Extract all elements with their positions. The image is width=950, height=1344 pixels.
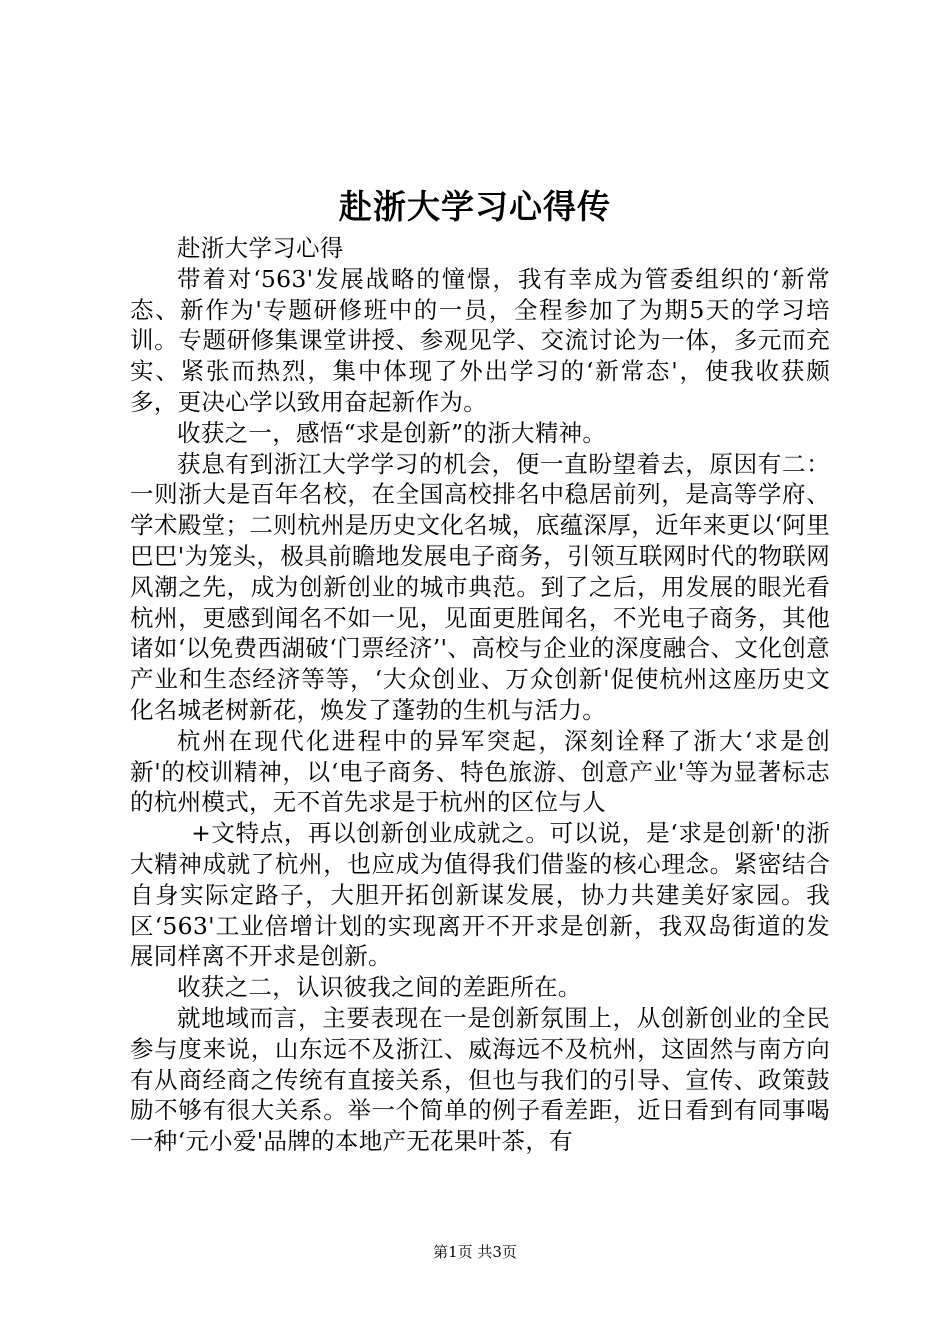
document-body <box>130 233 830 1157</box>
body-paragraph: 就地域而言，主要表现在一是创新氛围上，从创新创业的全民参与度来说，山东远不及浙江、威海远不及杭州，这固然与南方向有从商经商之传统有直接关系，但也与我们的引导、宣传、政策鼓励不够有很大关系。举一个简单的例子看差距，近日看到有同事喝一种‘元小爱'品牌的本地产无花果叶茶，有 <box>130 1003 830 1156</box>
page-footer: 第1页 共3页 <box>433 1243 517 1261</box>
body-paragraph: 获息有到浙江大学学习的机会，便一直盼望着去，原因有二：一则浙大是百年名校，在全国高校排名中稳居前列，是高等学府、学术殿堂；二则杭州是历史文化名城，底蕴深厚，近年来更以‘阿里巴巴'为笼头，极具前瞻地发展电子商务，引领互联网时代的物联网风潮之先，成为创新创业的城市典范。到了之后，用发展的眼光看杭州，更感到闻名不如一见，见面更胜闻名，不光电子商务，其他诸如‘以免费西湖破‘门票经济’'、高校与企业的深度融合、文化创意产业和生态经济等等，‘大众创业、万众创新'促使杭州这座历史文化名城老树新花，焕发了蓬勃的生机与活力。 <box>130 449 830 724</box>
body-paragraph: 带着对‘563'发展战略的憧憬，我有幸成为管委组织的‘新常态、新作为'专题研修班中的一员，全程参加了为期5天的学习培训。专题研修集课堂讲授、参观见学、交流讨论为一体，多元而充实、紧张而热烈，集中体现了外出学习的‘新常态'，使我收获颇多，更决心学以致用奋起新作为。 <box>130 264 830 416</box>
body-paragraph: +文特点，再以创新创业成就之。可以说，是‘求是创新'的浙大精神成就了杭州，也应成为值得我们借鉴的核心理念。紧密结合自身实际定路子，大胆开拓创新谋发展，协力共建美好家园。我区‘563'工业倍增计划的实现离开不开求是创新，我双岛街道的发展同样离不开求是创新。 <box>130 819 830 971</box>
body-paragraph: 杭州在现代化进程中的异军突起，深刻诠释了浙大‘求是创新'的校训精神，以‘电子商务、特色旅游、创意产业'等为显著标志的杭州模式，无不首先求是于杭州的区位与人 <box>130 726 830 817</box>
section-heading-paragraph: 收获之一，感悟“求是创新”的浙大精神。 <box>177 418 607 447</box>
document-title: 赴浙大学习心得传 <box>339 187 611 226</box>
section-heading-paragraph: 收获之二，认识彼我之间的差距所在。 <box>177 973 582 1002</box>
subtitle-paragraph: 赴浙大学习心得 <box>177 234 344 262</box>
